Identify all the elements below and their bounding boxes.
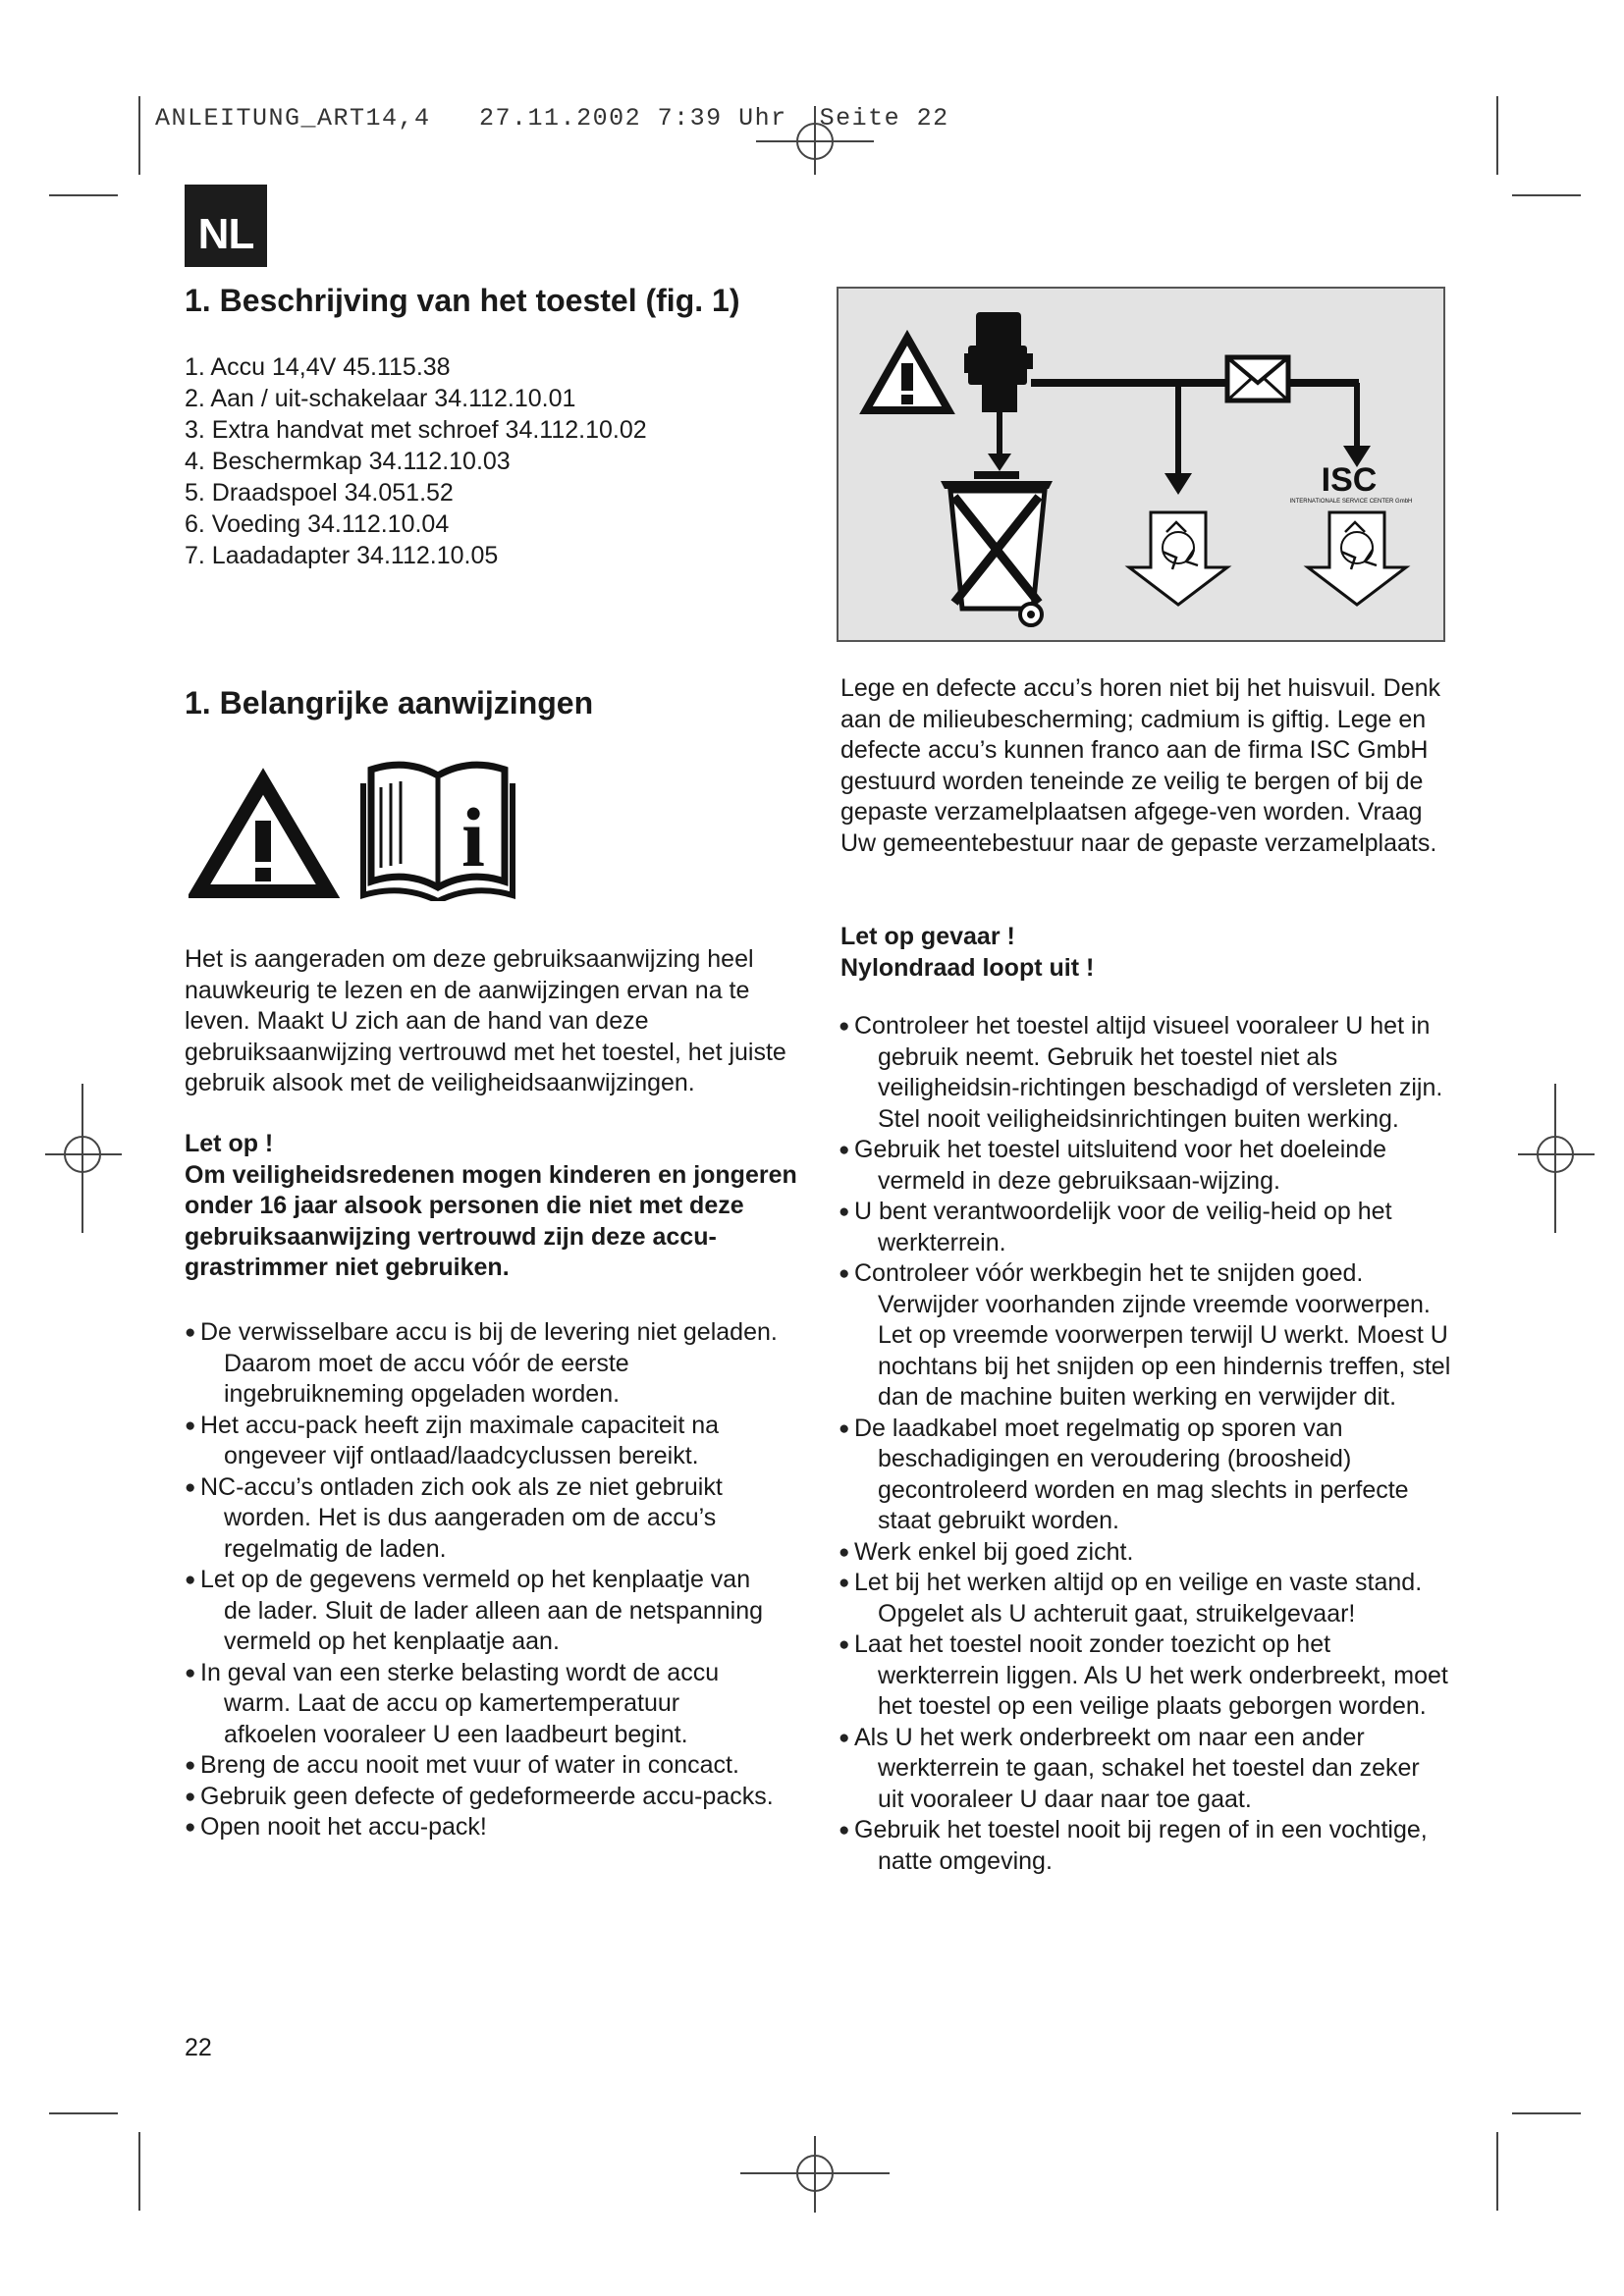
battery-icon [964,312,1033,412]
crop-mark [1512,2112,1581,2114]
parts-list [185,351,647,571]
warning-triangle-icon [866,338,948,410]
envelope-icon [1227,357,1288,400]
disposal-paragraph: Lege en defecte accu’s horen niet bij het huisvuil. Denk aan de milieubescherming; cadmium is giftig. Lege en defecte accu’s kunnen franco aan de firma ISC GmbH gestuurd worden teneinde ze veilig te bergen of bij de gepaste verzamelplaatsen afgege-ven worden. Vraag Uw gemeentebestuur naar de gepaste verzamelplaats. [840,674,1441,857]
list-item: ● Let bij het werken altijd op en veilige en vaste stand. Opgelet als U achteruit gaat, struikelgevaar! [823,1568,1451,1629]
intro-paragraph: Het is aangeraden om deze gebruiksaanwijzing heel nauwkeurig te lezen en de aanwijzingen ervan na te leven. Maakt U zich aan de hand van deze gebruiksaanwijzing vertrouwd met het toestel, het juiste gebruik alsook met de veiligheidsaanwijzingen. [185,945,786,1096]
list-item: ● De verwisselbare accu is bij de levering niet geladen. Daarom moet de accu vóór de eerste ingebruikneming opgeladen worden. [169,1317,778,1411]
list-item: ● Controleer het toestel altijd visueel vooraleer U het in gebruik neemt. Gebruik het toestel niet als veiligheidsin-richtingen beschadigd of versleten zijn. Stel nooit veiligheidsinrichtingen buiten werking. [823,1011,1451,1135]
list-item: 3. Extra handvat met schroef 34.112.10.02 [185,416,647,444]
section-title-description: 1. Beschrijving van het toestel (fig. 1) [185,283,740,318]
svg-text:i: i [461,790,485,884]
crop-mark [1496,96,1498,175]
warning-triangle-icon [198,781,328,891]
list-item: ● Open nooit het accu-pack! [169,1812,778,1843]
section-title-instructions: 1. Belangrijke aanwijzingen [185,685,594,721]
crop-mark [1512,194,1581,196]
list-item: ● Gebruik geen defecte of gedeformeerde accu-packs. [169,1782,778,1813]
language-badge: NL [185,185,267,267]
list-item: ● Gebruik het toestel uitsluitend voor het doeleinde vermeld in deze gebruiksaan-wijzing. [823,1135,1451,1197]
warning-text: Om veiligheidsredenen mogen kinderen en jongeren onder 16 jaar alsook personen die niet met deze gebruiksaanwijzing vertrouwd zijn deze accu-grastrimmer niet gebruiken. [185,1160,797,1281]
list-item: 1. Accu 14,4V 45.115.38 [185,353,451,381]
list-item: ● Als U het werk onderbreekt om naar een ander werkterrein te gaan, schakel het toestel dan zeker uit vooraleer U daar naar toe gaat. [823,1723,1451,1816]
print-slug: ANLEITUNG_ART14,4 27.11.2002 7:39 Uhr Seite 22 [155,104,949,133]
list-item: ● Breng de accu nooit met vuur of water in concact. [169,1750,778,1782]
disposal-diagram [839,289,1443,640]
list-item: ● De laadkabel moet regelmatig op sporen van beschadigingen en veroudering (broosheid) gecontroleerd worden en mag slechts in perfecte staat gebruikt worden. [823,1414,1451,1537]
crop-mark [49,2112,118,2114]
isc-logo-subtitle: INTERNATIONALE SERVICE CENTER GmbH [1289,499,1413,505]
registration-mark-right [1512,1080,1600,1237]
list-item: ● Werk enkel bij goed zicht. [823,1537,1451,1569]
list-item: ● Let op de gegevens vermeld op het kenplaatje van de lader. Sluit de lader alleen aan de netspanning vermeld op het kenplaatje aan. [169,1565,778,1658]
list-item: ● Het accu-pack heeft zijn maximale capaciteit na ongeveer vijf ontlaad/laadcyclussen bereikt. [169,1411,778,1472]
battery-bullet-list [169,1317,778,1843]
crop-mark [1496,2132,1498,2211]
crop-mark [138,96,140,175]
recycle-arrow-icon [1308,512,1406,605]
registration-mark-left [39,1080,128,1237]
list-item: 6. Voeding 34.112.10.04 [185,510,450,538]
crossed-bin-icon [941,471,1053,625]
disposal-figure [837,287,1445,642]
safety-icons [189,744,542,906]
list-item: ● Laat het toestel nooit zonder toezicht op het werkterrein liggen. Als U het werk onderbreekt, moet het toestel op een veilige plaats geborgen worden. [823,1629,1451,1723]
recycle-arrow-icon [1129,512,1227,605]
list-item: ● Controleer vóór werkbegin het te snijden goed. Verwijder voorhanden zijnde vreemde voorwerpen. Let op vreemde voorwerpen terwijl U werkt. Moest U nochtans bij het snijden op een hindernis treffen, stel dan de machine buiten werking en verwijder dit. [823,1258,1451,1414]
danger-line: Nylondraad loopt uit ! [840,954,1095,982]
list-item: ● U bent verantwoordelijk voor de veilig-heid op het werkterrein. [823,1197,1451,1258]
crop-mark [49,194,118,196]
safety-bullet-list [823,1011,1451,1877]
danger-line: Let op gevaar ! [840,923,1015,950]
registration-mark-bottom [736,2130,893,2218]
list-item: 5. Draadspoel 34.051.52 [185,479,454,507]
crop-mark [138,2132,140,2211]
list-item: ● NC-accu’s ontladen zich ook als ze niet gebruikt worden. Het is dus aangeraden om de accu’s regelmatig de laden. [169,1472,778,1566]
page-number: 22 [185,2034,212,2061]
danger-heading [840,921,1430,984]
list-item: ● Gebruik het toestel nooit bij regen of in een vochtige, natte omgeving. [823,1815,1451,1877]
manual-info-icon [363,765,513,901]
isc-logo: ISC [1321,461,1378,499]
warning-block [185,1129,813,1284]
warning-label: Let op ! [185,1130,274,1157]
registration-mark-top [746,98,884,177]
list-item: ● In geval van een sterke belasting wordt de accu warm. Laat de accu op kamertemperatuur afkoelen vooraleer U een laadbeurt begint. [169,1658,778,1751]
list-item: 2. Aan / uit-schakelaar 34.112.10.01 [185,385,576,412]
list-item: 7. Laadadapter 34.112.10.05 [185,542,499,569]
list-item: 4. Beschermkap 34.112.10.03 [185,448,511,475]
